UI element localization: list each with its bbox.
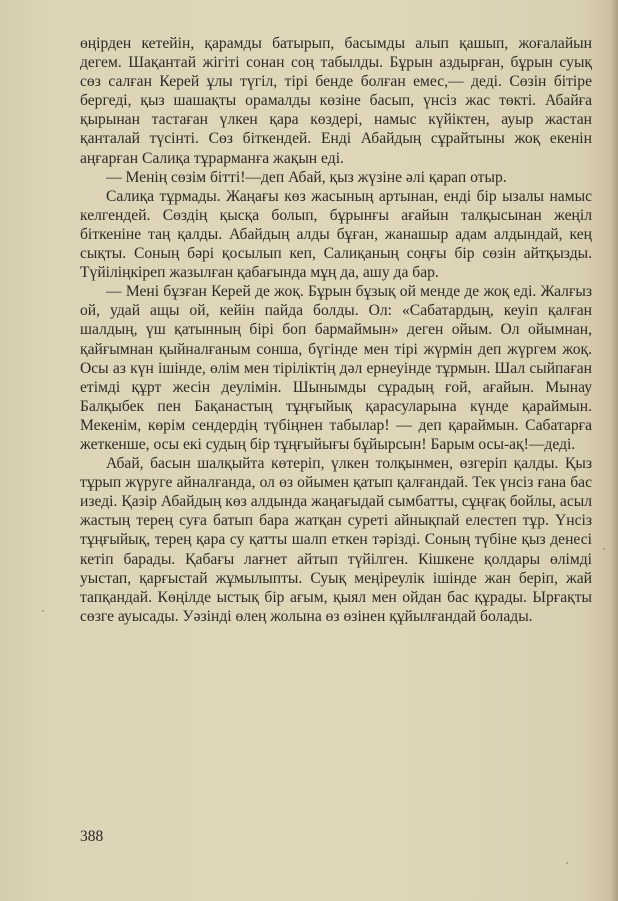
paragraph-3: Салиқа тұрмады. Жаңағы көз жасының артынан, енді бір ызалы намыс келгендей. Сөздің қысқа болып, бұрынғы ағайын талқысынан жеңіл біткеніне таң қалды. Абайдың алды бұған, жанашыр адам алдындай, кең сықты. Соның бәрі қосылып кеп, Салиқаның соңғы бір сөзін айтқызды. Түйіліңкіреп жазылған қабағында мұң да, ашу да бар. xyxy=(80,187,592,282)
paragraph-5: Абай, басын шалқыйта көтеріп, үлкен толқынмен, өзгеріп қалды. Қыз тұрып жүруге айналғанда, ол өз ойымен қатып қалғандай. Тек үнсіз ғана бас изеді. Қазір Абайдың көз алдында жаңағыдай сымбатты, сұңғақ бойлы, асыл жастың терең суға батып бара жатқан суреті айнықпай елестеп тұр. Үнсіз тұңғыйық, терең қара су қатты шалп еткен тәрізді. Соның түбіне қыз денесі кетіп барады. Қабағы лағнет айтып түйілген. Кішкене қолдары өлімді уыстап, қарғыстай жұмылыпты. Суық меңіреулік ішінде жан беріп, жай тапқандай. Көңілде ыстық бір ағым, қыял мен ойдан бас құрады. Ырғақты сөзге ауысады. Уәзінді өлең жолына өз өзінен құйылғандай болады. xyxy=(80,455,592,625)
page-edge-shadow xyxy=(610,0,618,901)
page-number: 388 xyxy=(80,828,104,845)
paper-speck xyxy=(603,548,605,550)
paragraph-2: — Менің сөзім бітті!—деп Абай, қыз жүзіне әлі қарап отыр. xyxy=(106,168,507,186)
paragraph-1: өңірден кетейін, қарамды батырып, басымды алып қашып, жоғалайын дегем. Шақантай жігіті сонан соң табылды. Бұрын аздырған, бұрын суық сөз салған Керей ұлы түгіл, тірі бенде болған емес,— деді. Сөзін бітіре бергеді, қыз шашақты орамалды көзіне басып, үнсіз жас төкті. Абайға қырынан тастаған үлкен қара көздері, намыс күйіктен, ауыр жастан қанталай түсінті. Сөз біткендей. Енді Абайдың сұрайтыны жоқ екенін аңғарған Салиқа тұрарманға жақын еді. xyxy=(80,35,592,167)
paragraph-4: — Мені бұзған Керей де жоқ. Бұрын бұзық ой менде де жоқ еді. Жалғыз ой, удай ащы ой, кейін пайда болды. Ол: «Сабатардың, кеуіп қалған шалдың, үш қатынның бірі боп бармаймын» деген ойым. Ол ойымнан, қайғымнан қыйналғаным сонша, бүгінде мен тірі жүрмін деп жүргем жоқ. Осы аз күн ішінде, өлім мен тіріліктің дәл ернеуінде тұрмын. Шал сыйпаған етімді құрт жесін деулімін. Шынымды сұрадың ғой, ағайын. Мынау Балқыбек пен Бақанастың тұңғыйық қарасуларына күнде қараймын. Мекенім, көрім сендердің түбіңнен табылар! — деп қараймын. Сабатарға жеткенше, осы екі судың бір тұңғыйығы бұйырсын! Барым осы-ақ!—деді. xyxy=(80,283,592,453)
paper-speck xyxy=(566,862,568,864)
page-text-block xyxy=(80,34,592,626)
paper-speck xyxy=(42,610,44,612)
